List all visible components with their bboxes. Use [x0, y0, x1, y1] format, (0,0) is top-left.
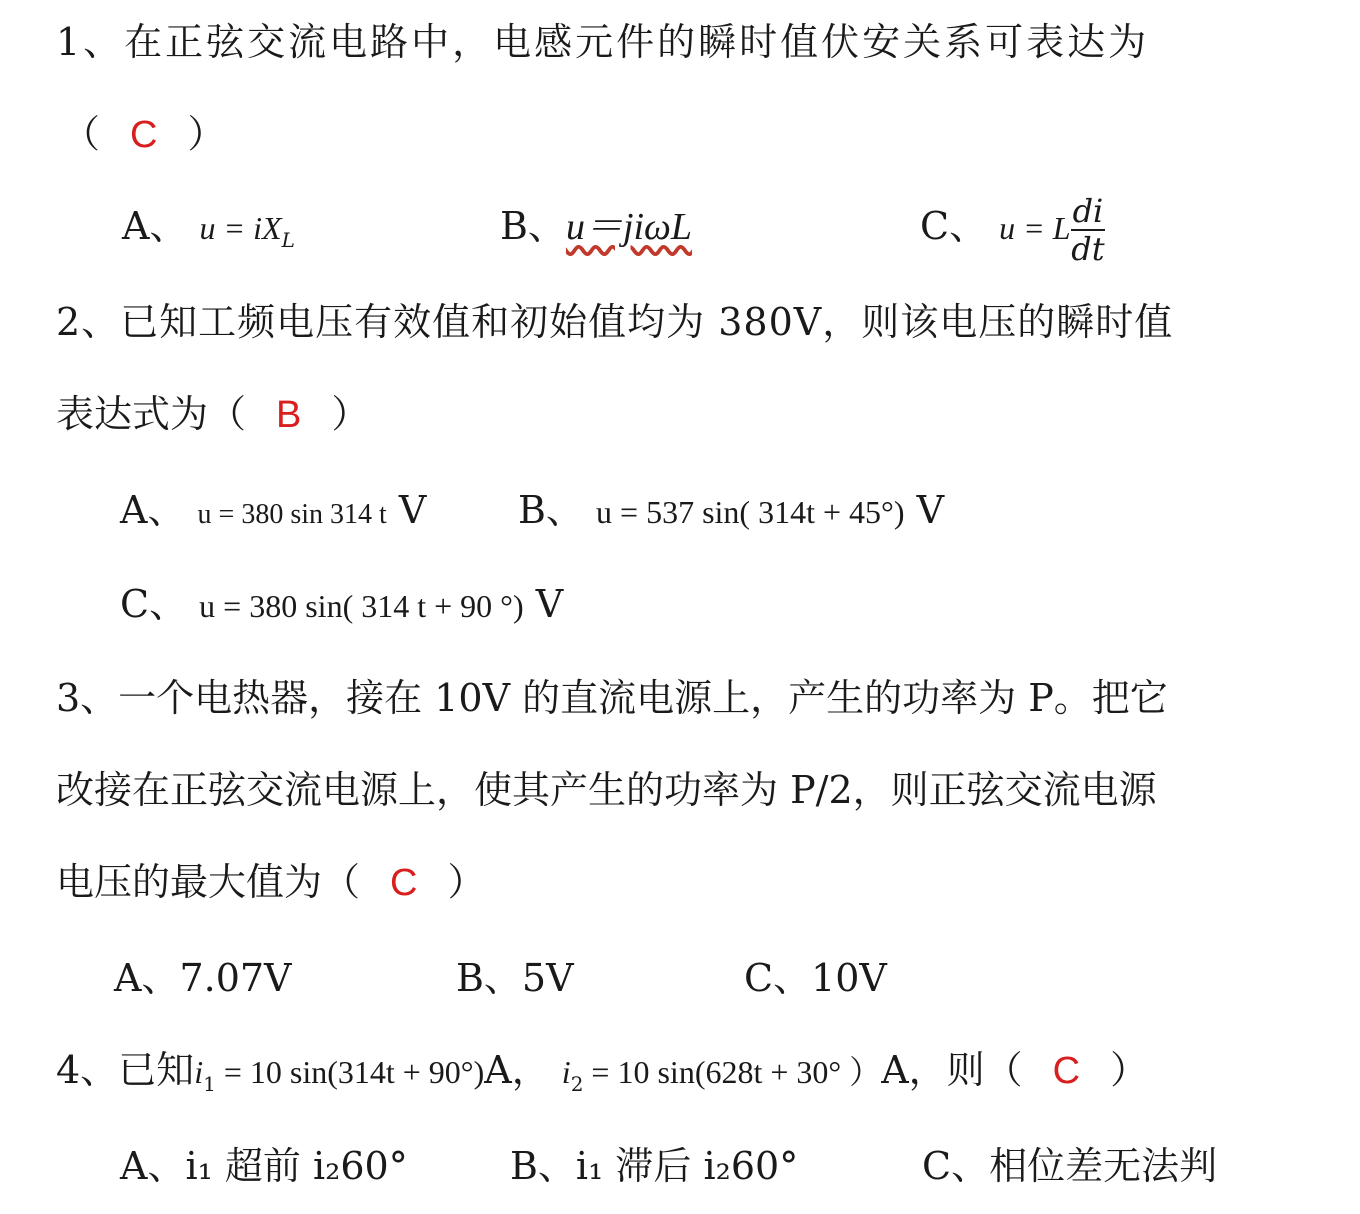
q1-option-b-expr: u＝jiωL: [565, 206, 693, 248]
q4-answer: C: [1052, 1050, 1081, 1092]
q1-paren-open: （: [62, 112, 101, 156]
q1-option-a-label: A、: [122, 204, 188, 248]
q4-option-a: A、i₁ 超前 i₂60°: [120, 1144, 408, 1188]
q2-answer: B: [276, 394, 302, 436]
q1-option-c: [920, 186, 1105, 268]
q1-option-a-sub: L: [281, 228, 295, 252]
q2-option-b-unit: V: [916, 488, 945, 532]
q2-option-c-expr: u = 380 sin( 314 t + 90 °): [199, 588, 524, 624]
q3-answer: C: [390, 862, 418, 904]
q3-option-a: A、7.07V: [114, 956, 292, 1000]
q1-paren-close: ）: [187, 112, 226, 156]
q3-stem-text: 电压的最大值为（: [56, 860, 361, 904]
q4-paren-close: ）: [1110, 1048, 1149, 1092]
q3-stem-line3: [56, 858, 485, 907]
q3-option-b: B、5V: [456, 956, 574, 1000]
q2-stem-text: 表达式为（: [56, 392, 247, 436]
q3-paren-close: ）: [447, 860, 486, 904]
q2-stem-line1: 2、已知工频电压有效值和初始值均为 380V，则该电压的瞬时值: [56, 300, 1174, 344]
q4-i2-sub: 2: [570, 1072, 584, 1096]
q2-option-c: [120, 580, 563, 630]
q4-prefix: 4、已知: [56, 1048, 195, 1092]
q2-paren-close: ）: [331, 392, 370, 436]
q2-option-c-unit: V: [535, 582, 564, 626]
q2-option-c-label: C、: [120, 582, 188, 626]
q2-option-a: [120, 486, 426, 539]
q1-answer: C: [130, 114, 158, 156]
q4-i2: i: [561, 1054, 571, 1090]
q4-option-c: C、相位差无法判: [922, 1144, 1218, 1188]
q1-option-a-expr: u = iX: [199, 210, 282, 246]
q1-option-c-fraction: [1071, 193, 1106, 267]
q4-i1: i: [194, 1054, 204, 1090]
q1-option-c-lhs: u = L: [999, 210, 1071, 246]
q4-unit1: A，: [484, 1048, 550, 1092]
q4-expr1: = 10 sin(314t + 90°): [215, 1054, 485, 1090]
q1-option-c-label: C、: [920, 204, 988, 248]
q3-option-c: C、10V: [744, 956, 887, 1000]
q3-stem-line2: 改接在正弦交流电源上，使其产生的功率为 P/2，则正弦交流电源: [56, 768, 1157, 812]
q2-option-a-unit: V: [398, 488, 427, 532]
q1-stem-line1: 1、在正弦交流电路中，电感元件的瞬时值伏安关系可表达为: [56, 20, 1150, 64]
q3-stem-line1: 3、一个电热器，接在 10V 的直流电源上，产生的功率为 P。把它: [56, 676, 1168, 720]
q2-option-b-label: B、: [518, 488, 584, 532]
q4-i1-sub: 1: [203, 1072, 216, 1096]
q1-option-a: [122, 202, 295, 264]
q4-stem: [56, 1046, 1148, 1108]
q4-option-b: B、i₁ 滞后 i₂60°: [510, 1144, 799, 1188]
q1-answer-line: [62, 110, 225, 159]
q1-option-b: [500, 202, 692, 251]
q2-stem-line2: [56, 390, 369, 439]
q1-option-c-numerator: di: [1072, 191, 1104, 230]
q2-option-b-expr: u = 537 sin( 314t + 45°): [596, 494, 905, 530]
q4-unit2: A，则（: [881, 1048, 1023, 1092]
q1-option-c-denominator: dt: [1071, 229, 1105, 268]
q1-option-b-label: B、: [500, 204, 566, 248]
q2-option-b: [518, 486, 944, 536]
q2-option-a-label: A、: [120, 488, 186, 532]
q2-option-a-expr: u = 380 sin 314 t: [197, 499, 387, 530]
q4-expr2: = 10 sin(628t + 30° ）: [583, 1054, 882, 1090]
